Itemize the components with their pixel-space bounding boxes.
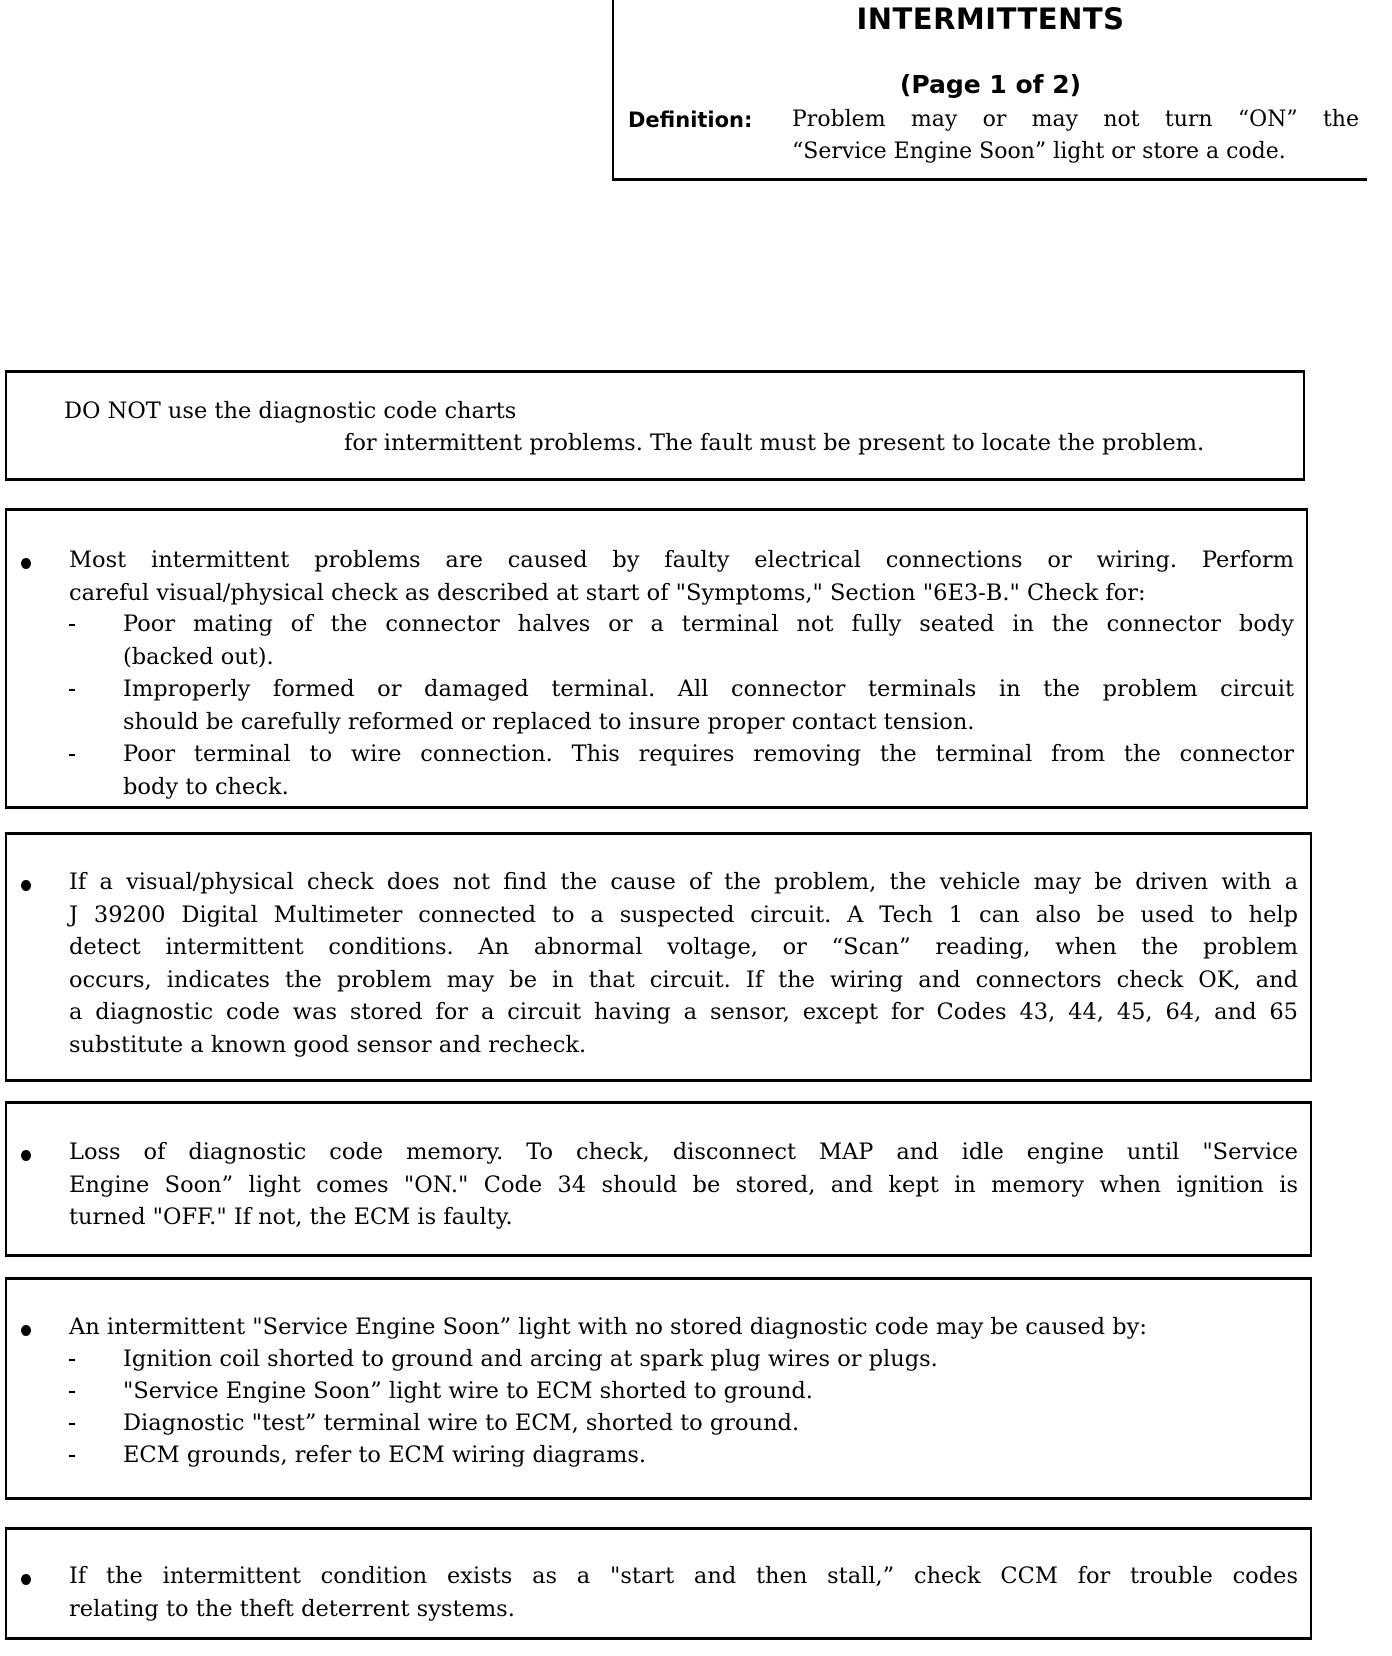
dash-icon bbox=[69, 1423, 75, 1425]
text-line: Most intermittent problems are caused by faulty electrical connections or wiring. Perform bbox=[69, 547, 1294, 573]
text-line: If the intermittent condition exists as a "start and then stall,” check CCM for trouble codes bbox=[69, 1563, 1298, 1589]
warning-line: DO NOT use the diagnostic code charts bbox=[64, 398, 517, 424]
sub-item bbox=[123, 1439, 1298, 1472]
text-line: Engine Soon” light comes "ON." Code 34 should be stored, and kept in memory when ignition is bbox=[69, 1171, 1298, 1198]
dash-icon bbox=[69, 1455, 75, 1457]
text-line: "Service Engine Soon” light wire to ECM shorted to ground. bbox=[123, 1378, 813, 1404]
text-line: Poor mating of the connector halves or a terminal not fully seated in the connector body bbox=[123, 611, 1294, 637]
text-line: ECM grounds, refer to ECM wiring diagrams. bbox=[123, 1442, 647, 1468]
dash-icon bbox=[69, 689, 75, 691]
bullet-icon bbox=[21, 1574, 31, 1585]
text-line: a diagnostic code was stored for a circuit having a sensor, except for Codes 43, 44, 45, 64, and 65 bbox=[69, 999, 1298, 1025]
dash-icon bbox=[69, 624, 75, 626]
sub-item bbox=[123, 1407, 1298, 1440]
section-box-multimeter bbox=[5, 832, 1312, 1082]
dash-icon bbox=[69, 754, 75, 756]
section-text bbox=[69, 866, 1298, 1061]
text-line: turned "OFF." If not, the ECM is faulty. bbox=[69, 1204, 513, 1230]
sub-item bbox=[123, 608, 1294, 673]
definition-line: Problem may or may not turn “ON” the bbox=[792, 107, 1359, 132]
text-line: (backed out). bbox=[123, 643, 274, 670]
section-box-code-memory bbox=[5, 1101, 1312, 1257]
text-line: detect intermittent conditions. An abnormal voltage, or “Scan” reading, when the problem bbox=[69, 934, 1298, 960]
text-line: occurs, indicates the problem may be in that circuit. If the wiring and connectors check OK, and bbox=[69, 966, 1298, 993]
section-box-connections bbox=[5, 508, 1308, 809]
page-header bbox=[612, 0, 1367, 181]
text-line: Improperly formed or damaged terminal. All connector terminals in the problem circuit bbox=[123, 676, 1294, 702]
bullet-icon bbox=[21, 1325, 31, 1336]
dash-icon bbox=[69, 1391, 75, 1393]
definition-label: Definition: bbox=[628, 108, 753, 132]
section-text bbox=[69, 1311, 1298, 1344]
text-line: Diagnostic "test” terminal wire to ECM, shorted to ground. bbox=[123, 1410, 800, 1436]
section-text bbox=[69, 1560, 1298, 1625]
text-line: Ignition coil shorted to ground and arcing at spark plug wires or plugs. bbox=[123, 1346, 938, 1372]
text-line: J 39200 Digital Multimeter connected to a suspected circuit. A Tech 1 can also be used to help bbox=[69, 901, 1298, 928]
text-line: substitute a known good sensor and recheck. bbox=[69, 1031, 587, 1058]
text-line: An intermittent "Service Engine Soon” light with no stored diagnostic code may be caused by: bbox=[69, 1314, 1147, 1340]
section-text bbox=[69, 544, 1294, 609]
section-box-ses-light bbox=[5, 1277, 1312, 1500]
warning-box bbox=[5, 370, 1305, 481]
section-text bbox=[69, 1136, 1298, 1234]
definition-line: “Service Engine Soon” light or store a code. bbox=[792, 139, 1286, 164]
page-title: INTERMITTENTS bbox=[856, 2, 1125, 36]
text-line: body to check. bbox=[123, 773, 289, 800]
bullet-icon bbox=[21, 558, 31, 569]
sub-item bbox=[123, 1375, 1298, 1408]
dash-icon bbox=[69, 1359, 75, 1361]
text-line: Poor terminal to wire connection. This requires removing the terminal from the connector bbox=[123, 741, 1294, 767]
sub-item bbox=[123, 738, 1294, 803]
section-box-theft-deterrent bbox=[5, 1527, 1312, 1640]
warning-line: for intermittent problems. The fault must be present to locate the problem. bbox=[344, 430, 1205, 456]
definition-text bbox=[792, 104, 1359, 168]
text-line: Loss of diagnostic code memory. To check, disconnect MAP and idle engine until "Service bbox=[69, 1139, 1298, 1165]
page-indicator: (Page 1 of 2) bbox=[899, 70, 1082, 99]
text-line: relating to the theft deterrent systems. bbox=[69, 1595, 515, 1622]
bullet-icon bbox=[21, 1150, 31, 1161]
text-line: If a visual/physical check does not find the cause of the problem, the vehicle may be driven with a bbox=[69, 869, 1298, 895]
text-line: should be carefully reformed or replaced to insure proper contact tension. bbox=[123, 708, 975, 735]
sub-item bbox=[123, 1343, 1298, 1376]
text-line: careful visual/physical check as described at start of "Symptoms," Section "6E3-B." Check for: bbox=[69, 579, 1146, 606]
sub-item bbox=[123, 673, 1294, 738]
bullet-icon bbox=[21, 880, 31, 891]
